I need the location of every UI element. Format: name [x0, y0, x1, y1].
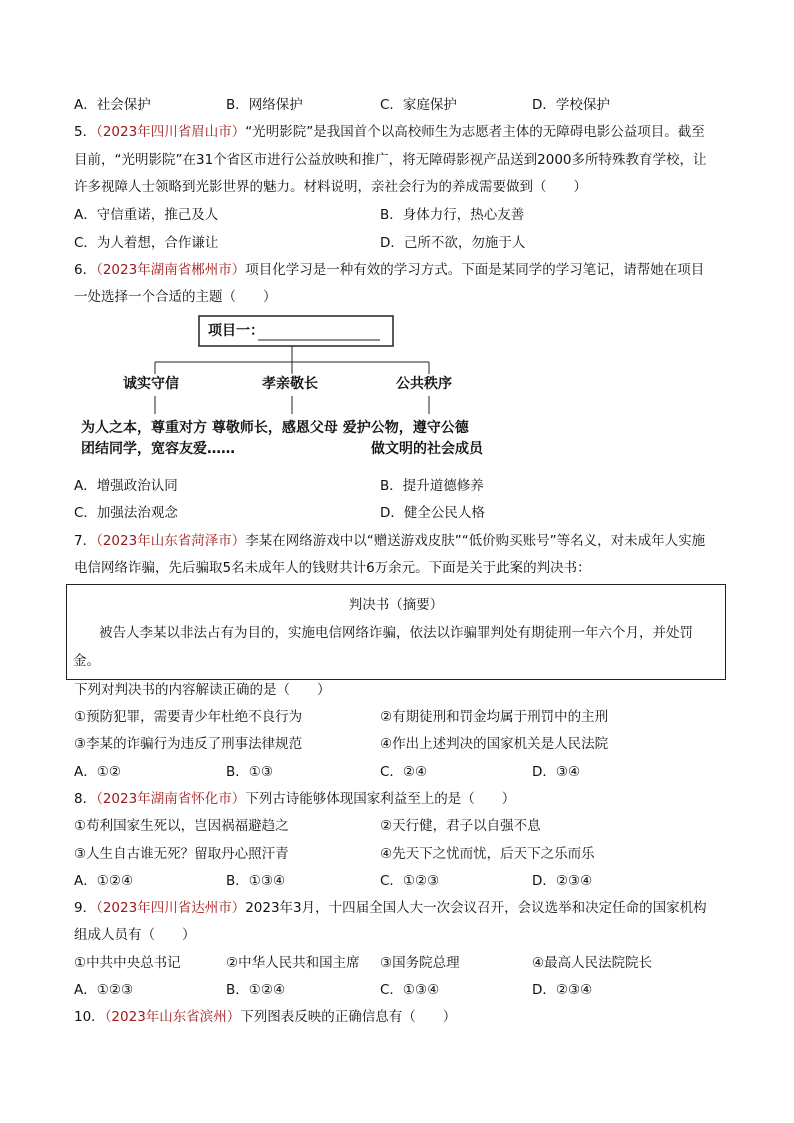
q9-option-d: D．②③④: [532, 982, 593, 998]
q10-number: 10．: [74, 1009, 105, 1025]
q7-statement-3: ③李某的诈骗行为违反了刑事法律规范: [74, 736, 303, 752]
q7-number: 7．: [74, 533, 97, 549]
q7-prompt: 下列对判决书的内容解读正确的是（ ）: [74, 682, 331, 698]
q5-text: “光明影院”是我国首个以高校师生为志愿者主体的无障碍电影公益项目。截至: [245, 124, 705, 140]
q5-option-d: D．己所不欲，勿施于人: [380, 235, 526, 251]
q7-statement-4: ④作出上述判决的国家机关是人民法院: [380, 736, 609, 752]
q9-number: 9．: [74, 900, 97, 916]
q6-option-c: C．加强法治观念: [74, 505, 178, 521]
q10-stem-line1: [74, 1008, 456, 1026]
q7-stem-line2: 电信网络诈骗，先后骗取5名未成年人的钱财共计6万余元。下面是关于此案的判决书：: [74, 560, 591, 576]
q9-option-c: C．①③④: [380, 982, 440, 998]
q7-option-b: B．①③: [226, 764, 273, 780]
diagram-detail-row1: 为人之本，尊重对方 尊敬师长，感恩父母 爱护公物，遵守公德: [81, 420, 469, 436]
q6-option-d: D．健全公民人格: [380, 505, 485, 521]
diagram-detail-row2a: 团结同学，宽容友爱……: [81, 441, 235, 457]
q5-stem-line2: 目前，“光明影院”在31个省区市进行公益放映和推广，将无障碍影视产品送到2000多所特殊教育学校，让: [74, 152, 707, 168]
judgement-title: 判决书（摘要）: [348, 597, 444, 613]
q5-option-b: B．身体力行，热心友善: [380, 207, 525, 223]
q9-option-b: B．①②④: [226, 982, 286, 998]
q9-source: （2023年四川省达州市）: [96, 900, 246, 916]
q8-stem-line1: [74, 790, 515, 808]
q8-source: （2023年湖南省怀化市）: [96, 791, 246, 807]
diagram-branch-2: 孝亲敬长: [262, 376, 318, 392]
q9-text: 2023年3月，十四届全国人大一次会议召开，会议选举和决定任命的国家机构: [245, 900, 707, 916]
q4-option-d: D．学校保护: [532, 97, 610, 113]
q8-option-a: A．①②④: [74, 873, 134, 889]
q4-option-b: B．网络保护: [226, 97, 303, 113]
diagram-branch-1: 诚实守信: [123, 376, 179, 392]
q6-stem-line2: 一处选择一个合适的主题（ ）: [74, 289, 277, 305]
q10-text: 下列图表反映的正确信息有（ ）: [240, 1009, 457, 1025]
q9-stem-line1: [74, 899, 707, 917]
q5-number: 5．: [74, 124, 97, 140]
q7-option-d: D．③④: [532, 764, 581, 780]
q5-stem-line1: [74, 123, 705, 141]
diagram-detail-row2b: 做文明的社会成员: [371, 441, 483, 457]
q5-stem-line3: 许多视障人士领略到光影世界的魅力。材料说明，亲社会行为的养成需要做到（ ）: [74, 179, 587, 195]
q7-option-c: C．②④: [380, 764, 428, 780]
q10-source: （2023年山东省滨州）: [104, 1009, 241, 1025]
q9-stem-line2: 组成人员有（ ）: [74, 927, 196, 943]
q7-option-a: A．①②: [74, 764, 121, 780]
q8-number: 8．: [74, 791, 97, 807]
q9-statement-1: ①中共中央总书记: [74, 955, 181, 971]
q7-statement-1: ①预防犯罪，需要青少年杜绝不良行为: [74, 709, 303, 725]
q5-option-c: C．为人着想，合作谦让: [74, 235, 219, 251]
judgement-box: [66, 584, 726, 680]
q8-statement-2: ②天行健，君子以自强不息: [380, 818, 541, 834]
q9-statement-2: ②中华人民共和国主席: [226, 955, 360, 971]
q8-option-c: C．①②③: [380, 873, 440, 889]
q9-statement-3: ③国务院总理: [380, 955, 460, 971]
q8-text: 下列古诗能够体现国家利益至上的是（ ）: [245, 791, 516, 807]
diagram-branch-3: 公共秩序: [396, 376, 452, 392]
judgement-text-line1: 被告人李某以非法占有为目的，实施电信网络诈骗，依法以诈骗罪判处有期徒刑一年六个月，并处罚: [99, 625, 693, 641]
q7-source: （2023年山东省菏泽市）: [96, 533, 246, 549]
q8-statement-4: ④先天下之忧而忧，后天下之乐而乐: [380, 846, 595, 862]
q9-option-a: A．①②③: [74, 982, 134, 998]
q4-option-a: A．社会保护: [74, 97, 151, 113]
q4-option-c: C．家庭保护: [380, 97, 457, 113]
q5-source: （2023年四川省眉山市）: [96, 124, 246, 140]
q7-statement-2: ②有期徒刑和罚金均属于刑罚中的主刑: [380, 709, 609, 725]
q6-text: 项目化学习是一种有效的学习方式。下面是某同学的学习笔记，请帮她在项目: [245, 262, 705, 278]
q6-number: 6．: [74, 262, 97, 278]
q7-text: 李某在网络游戏中以“赠送游戏皮肤”“低价购买账号”等名义，对未成年人实施: [245, 533, 706, 549]
judgement-text-line2: 金。: [73, 653, 100, 669]
q8-option-d: D．②③④: [532, 873, 593, 889]
q8-option-b: B．①③④: [226, 873, 286, 889]
q9-statement-4: ④最高人民法院院长: [532, 955, 653, 971]
q6-option-b: B．提升道德修养: [380, 478, 484, 494]
diagram-top-label: 项目一：: [208, 323, 264, 339]
q8-statement-1: ①苟利国家生死以，岂因祸福避趋之: [74, 818, 289, 834]
q6-option-a: A．增强政治认同: [74, 478, 178, 494]
q7-stem-line1: [74, 532, 705, 550]
q8-statement-3: ③人生自古谁无死？留取丹心照汗青: [74, 846, 289, 862]
q6-source: （2023年湖南省郴州市）: [96, 262, 246, 278]
q5-option-a: A．守信重诺，推己及人: [74, 207, 219, 223]
q6-stem-line1: [74, 261, 704, 279]
